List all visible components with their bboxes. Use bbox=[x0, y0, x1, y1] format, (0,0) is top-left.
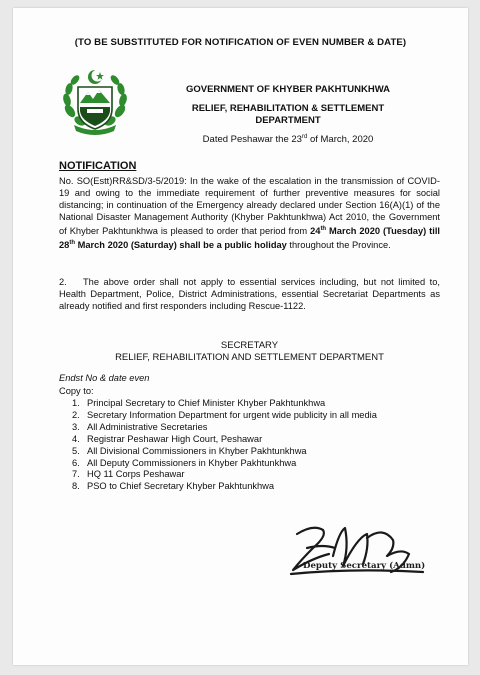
secretary-department: RELIEF, REHABILITATION AND SETTLEMENT DEPARTMENT bbox=[115, 352, 384, 363]
list-item-text: All Administrative Secretaries bbox=[87, 421, 208, 432]
paragraph1-text-b: throughout the Province. bbox=[286, 239, 391, 250]
dated-suffix: of March, 2020 bbox=[307, 134, 374, 146]
kp-government-emblem-icon bbox=[60, 65, 130, 135]
paragraph1-bold-b: March 2020 (Tuesday) till 28 bbox=[59, 225, 440, 250]
list-item bbox=[59, 458, 377, 470]
paragraph1-bold-a: 24 bbox=[310, 225, 321, 236]
list-item-text: Secretary Information Department for urgent wide publicity in all media bbox=[87, 409, 377, 420]
paragraph2-number: 2. bbox=[59, 277, 67, 287]
list-item bbox=[59, 481, 377, 493]
secretary-block bbox=[59, 340, 440, 364]
paragraph1-bold-c: March 2020 (Saturday) shall be a public holiday bbox=[75, 239, 287, 250]
list-item bbox=[59, 434, 377, 446]
list-item-number: 4. bbox=[72, 433, 80, 444]
list-item-number: 5. bbox=[72, 445, 80, 456]
list-item-number: 8. bbox=[72, 481, 80, 492]
government-name: GOVERNMENT OF KHYBER PAKHTUNKHWA bbox=[185, 84, 391, 95]
list-item-text: PSO to Chief Secretary Khyber Pakhtunkhwa bbox=[87, 481, 275, 492]
endorsement-line: Endst No & date even bbox=[59, 373, 150, 383]
list-item bbox=[59, 446, 377, 458]
notification-paragraph-1 bbox=[59, 176, 440, 252]
dated-line bbox=[163, 132, 413, 146]
dated-sup: rd bbox=[301, 134, 308, 141]
list-item-text: Registrar Peshawar High Court, Peshawar bbox=[87, 433, 263, 444]
notification-title: NOTIFICATION bbox=[59, 160, 137, 172]
paragraph2-text: The above order shall not apply to essential services including, but not limited to, Health Department, Police, District Administrations, essential Secretariat Departments as already notified and first responders including Rescue-1122. bbox=[59, 277, 440, 311]
list-item-number: 2. bbox=[72, 409, 80, 420]
copy-to-list bbox=[59, 398, 377, 493]
department-name-line2: DEPARTMENT bbox=[255, 114, 321, 126]
list-item bbox=[59, 469, 377, 481]
list-item-text: All Divisional Commissioners in Khyber Pakhtunkhwa bbox=[87, 445, 307, 456]
substitution-note: (TO BE SUBSTITUTED FOR NOTIFICATION OF EVEN NUMBER & DATE) bbox=[74, 37, 407, 48]
paragraph1-bold-b-sup: th bbox=[69, 239, 76, 246]
list-item-number: 6. bbox=[72, 457, 80, 468]
list-item bbox=[59, 398, 377, 410]
copy-to-label: Copy to: bbox=[59, 386, 94, 396]
handwritten-signature bbox=[283, 518, 433, 593]
list-item-text: HQ 11 Corps Peshawar bbox=[87, 469, 185, 480]
dated-prefix: Dated Peshawar the 23 bbox=[202, 134, 302, 146]
list-item-number: 7. bbox=[72, 469, 80, 480]
document-page bbox=[13, 8, 468, 665]
department-name-line1: RELIEF, REHABILITATION & SETTLEMENT bbox=[191, 102, 385, 114]
list-item-text: All Deputy Commissioners in Khyber Pakhtunkhwa bbox=[87, 457, 297, 468]
signature-caption: Deputy Secretary (Admn) bbox=[303, 561, 426, 571]
list-item bbox=[59, 422, 377, 434]
list-item bbox=[59, 410, 377, 422]
list-item-text: Principal Secretary to Chief Minister Khyber Pakhtunkhwa bbox=[87, 398, 326, 408]
letterhead bbox=[163, 84, 413, 146]
list-item-number: 3. bbox=[72, 421, 80, 432]
secretary-title: SECRETARY bbox=[220, 340, 279, 351]
paragraph1-bold-a-sup: th bbox=[320, 225, 327, 232]
list-item-number: 1. bbox=[72, 398, 80, 408]
paragraph1-text-a: No. SO(Estt)RR&SD/3-5/2019: In the wake of the escalation in the transmission of COVID-19 and owing to the immediate requirement of further preventive measures for social distancing; in continuation of the Emergency already declared under Section 16(A)(1) of the National Disaster Management Authority (Khyber Pakhtunkhwa) Act 2010, the Government of Khyber Pakhtunkhwa is pleased to order that period from bbox=[59, 176, 440, 236]
notification-paragraph-2 bbox=[59, 277, 440, 313]
